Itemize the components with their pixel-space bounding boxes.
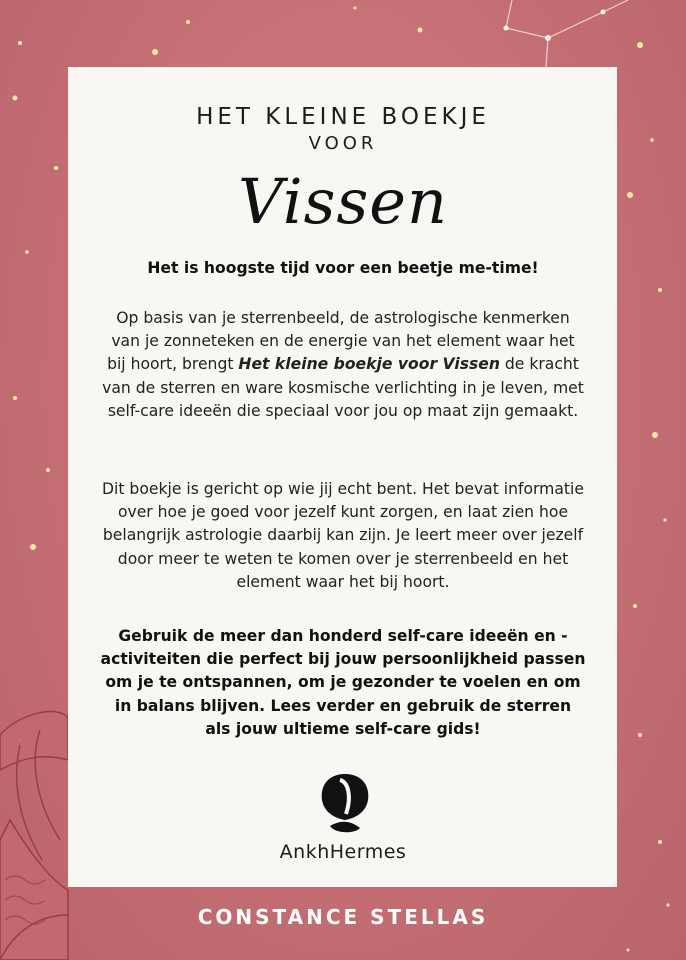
- paragraph-1-before: Op basis van je sterrenbeeld, de astrologische kenmerken van je zonneteken en de energie van het element waar het bij hoort, brengt: [107, 309, 575, 374]
- paragraph-2: Dit boekje is gericht op wie jij echt bent. Het bevat informatie over hoe je goed voor jezelf kunt zorgen, en laat zien hoe belangrijk astrologie daarbij kan zijn. Je leert meer over jezelf door meer te weten te komen over je sterrenbeeld en het element waar het bij hoort.: [102, 480, 584, 591]
- paragraph-1-book-title: Het kleine boekje voor Vissen: [238, 355, 500, 374]
- publisher-name: AnkhHermes: [279, 841, 407, 863]
- tagline: Het is hoogste tijd voor een beetje me-time!: [147, 259, 539, 277]
- paragraph-1: [100, 307, 586, 423]
- title-line-2: VOOR: [308, 133, 378, 154]
- publisher-logo-icon: [300, 770, 390, 840]
- zodiac-sign-title: Vissen: [238, 165, 448, 238]
- constellation-icon: [506, 0, 628, 67]
- paragraph-1-after: de kracht van de sterren en ware kosmische verlichting in je leven, met self-care ideeën die speciaal voor jou op maat zijn gemaakt.: [102, 355, 584, 420]
- title-line-1: HET KLEINE BOEKJE: [196, 104, 490, 130]
- paragraph-3: Gebruik de meer dan honderd self-care ideeën en -activiteiten die perfect bij jouw persoonlijkheid passen om je te ontspannen, om je gezonder te voelen en om in balans blijven. Lees verder en gebruik de sterren als jouw ultieme self-care gids!: [100, 627, 586, 738]
- author-name: CONSTANCE STELLAS: [197, 905, 489, 929]
